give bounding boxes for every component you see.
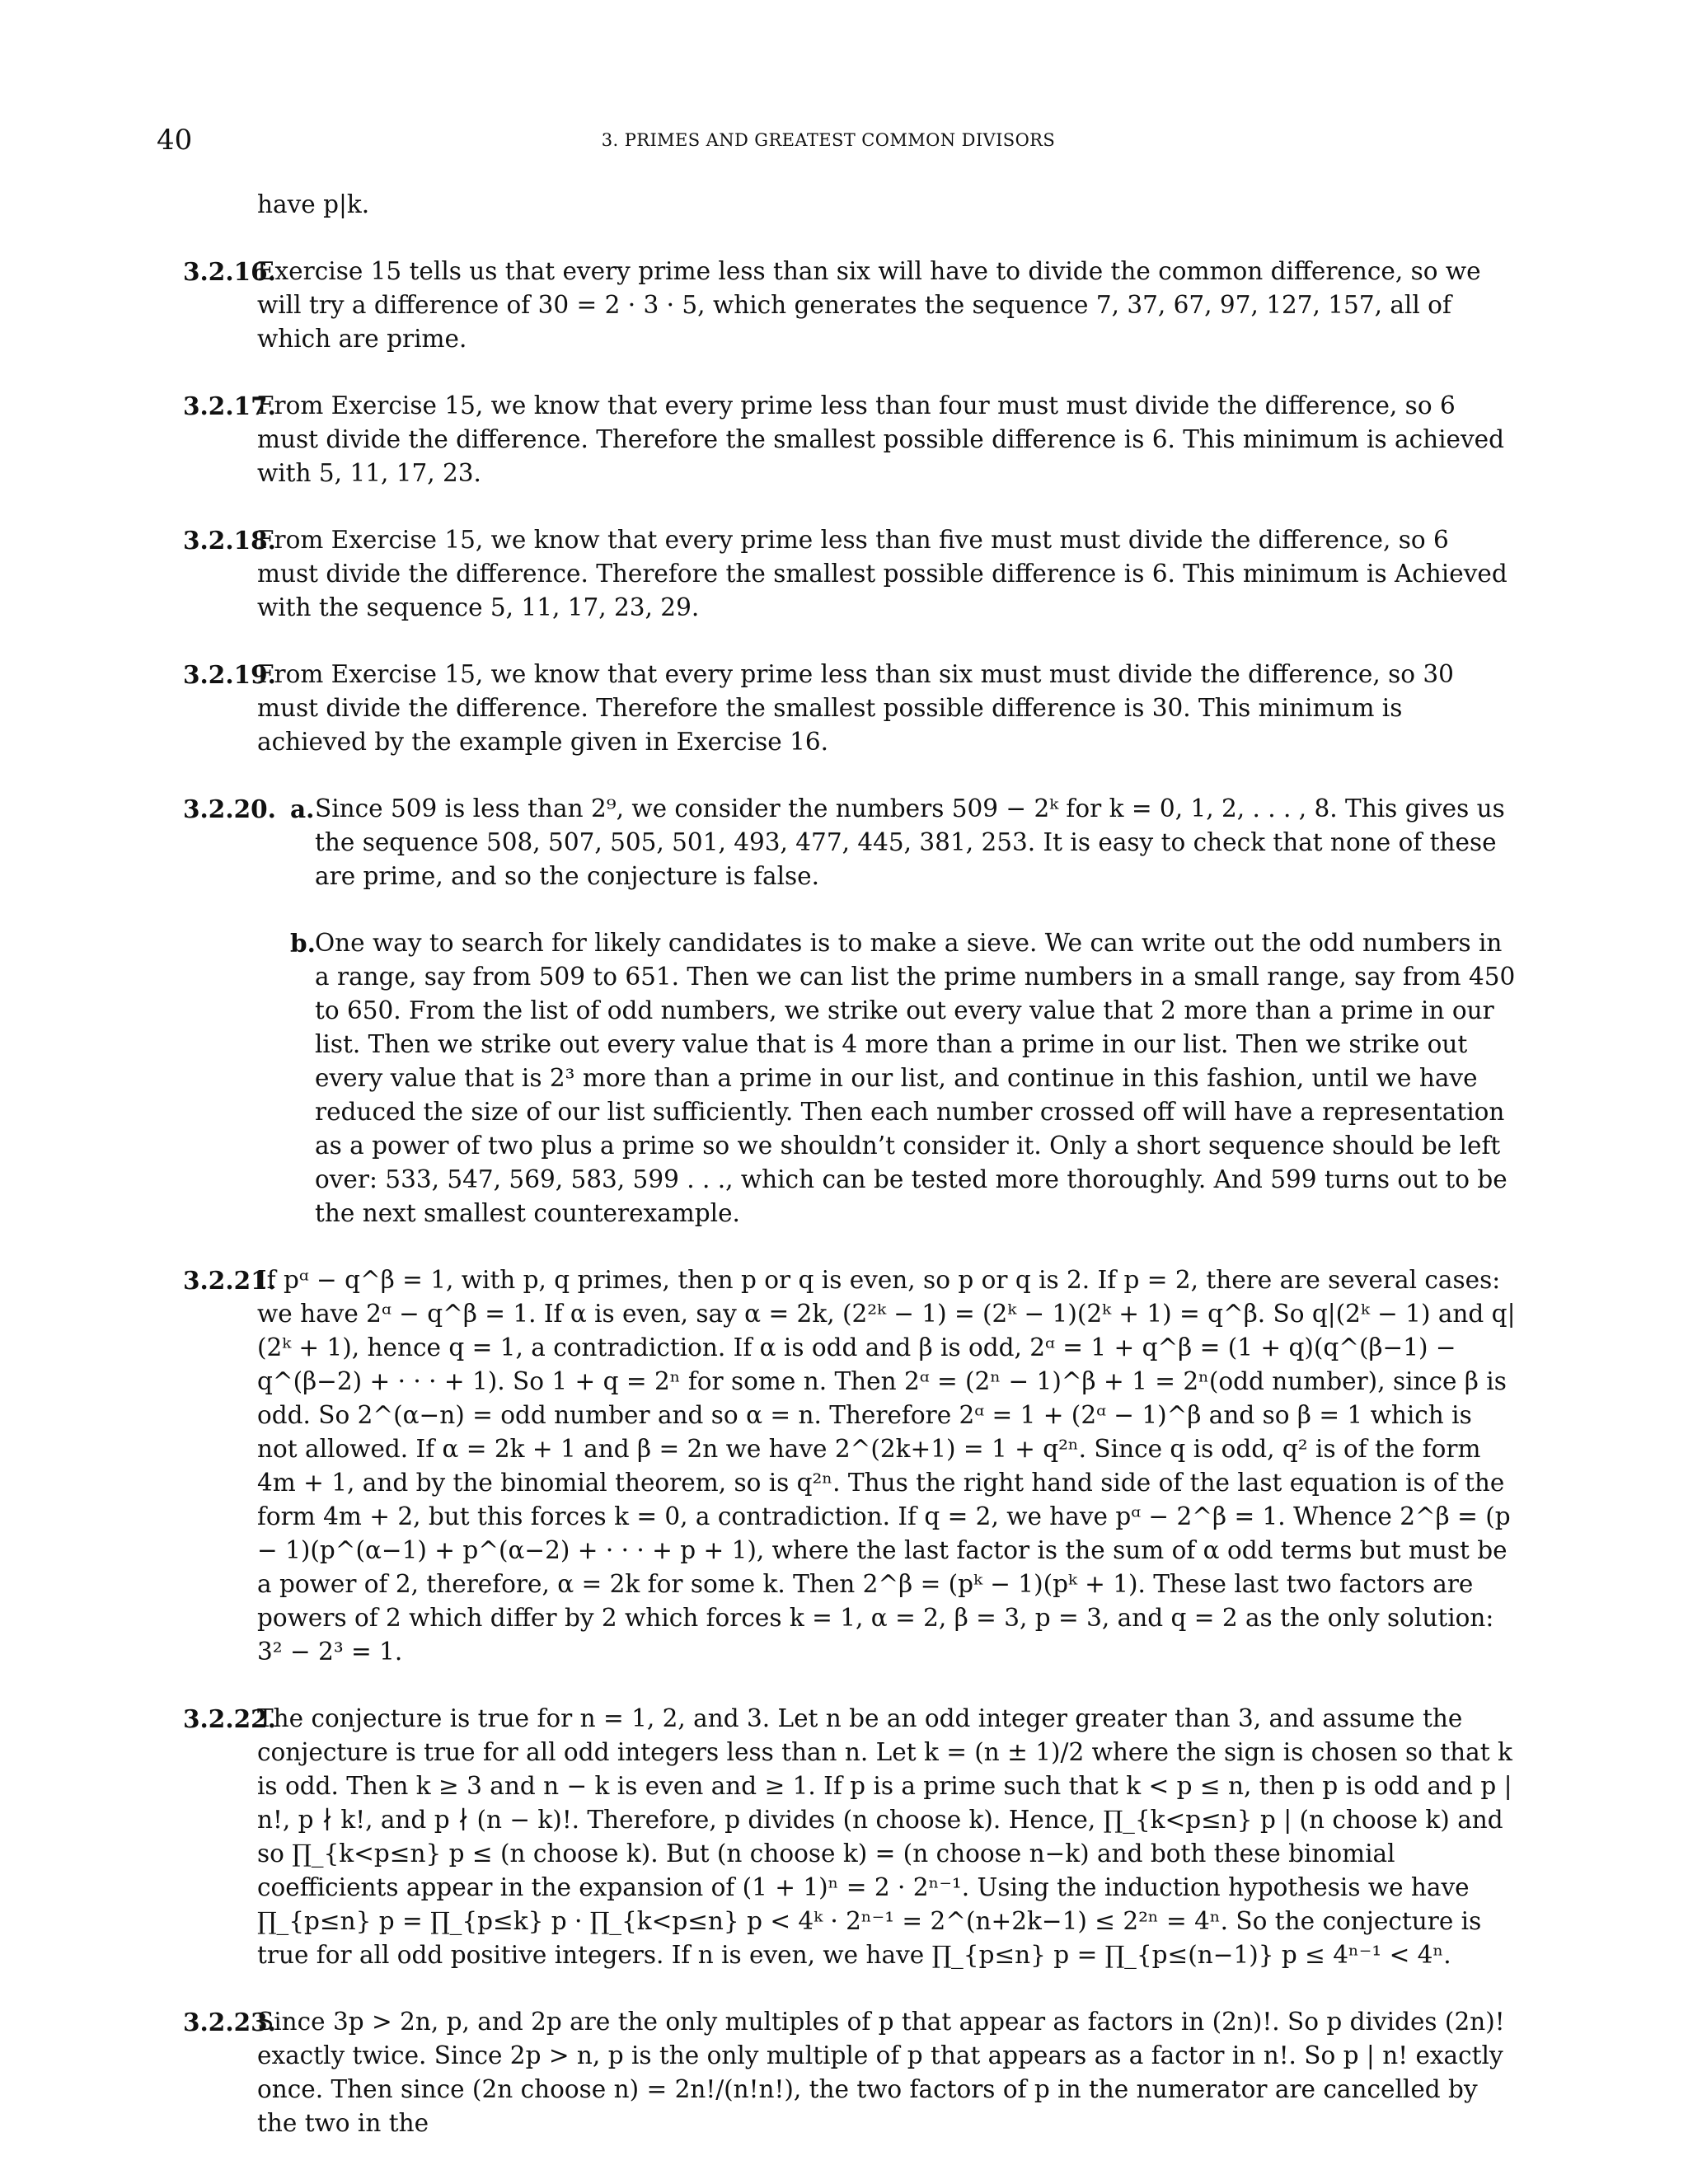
part-a: [290, 792, 1517, 893]
solution-text: The conjecture is true for n = 1, 2, and 3. Let n be an odd integer greater than 3, and assume the conjecture is true for all odd integers less than n. Let k = (n ± 1)/2 where the sign is chosen so that k is odd. Then k ≥ 3 and n − k is even and ≥ 1. If p is a prime such that k < p ≤ n, then p is odd and p | n!, p ∤ k!, and p ∤ (n − k)!. Therefore, p divides (n choose k). Hence, ∏_{k<p≤n} p | (n choose k) and so ∏_{k<p≤n} p ≤ (n choose k). But (n choose k) = (n choose n−k) and both these binomial coefficients appear in the expansion of (1 + 1)ⁿ = 2 · 2ⁿ⁻¹. Using the induction hypothesis we have ∏_{p≤n} p = ∏_{p≤k} p · ∏_{k<p≤n} p < 4ᵏ · 2ⁿ⁻¹ = 2^(n+2k−1) ≤ 2²ⁿ = 4ⁿ. So the conjecture is true for all odd positive integers. If n is even, we have ∏_{p≤n} p = ∏_{p≤(n−1)} p ≤ 4ⁿ⁻¹ < 4ⁿ.: [257, 1704, 1512, 1969]
continuation-text: have p|k.: [257, 190, 370, 218]
part-label: a.: [290, 794, 315, 823]
part-text: Since 509 is less than 2⁹, we consider the numbers 509 − 2ᵏ for k = 0, 1, 2, . . . , 8. This gives us the sequence 508, 507, 505, 501, 493, 477, 445, 381, 253. It is easy to check that none of these are prime, and so the conjecture is false.: [315, 794, 1505, 890]
solution-3-2-16: [183, 255, 1517, 356]
running-head: 3. PRIMES AND GREATEST COMMON DIVISORS: [601, 130, 1056, 150]
solution-label: 3.2.20.: [183, 794, 276, 823]
solution-label: 3.2.21.: [183, 1266, 276, 1295]
solution-text: If pᵅ − q^β = 1, with p, q primes, then p or q is even, so p or q is 2. If p = 2, there are several cases: we have 2ᵅ − q^β = 1. If α is even, say α = 2k, (2²ᵏ − 1) = (2ᵏ − 1)(2ᵏ + 1) = q^β. So q|(2ᵏ − 1) and q|(2ᵏ + 1), hence q = 1, a contradiction. If α is odd and β is odd, 2ᵅ = 1 + q^β = (1 + q)(q^(β−1) − q^(β−2) + · · · + 1). So 1 + q = 2ⁿ for some n. Then 2ᵅ = (2ⁿ − 1)^β + 1 = 2ⁿ(odd number), since β is odd. So 2^(α−n) = odd number and so α = n. Therefore 2ᵅ = 1 + (2ᵅ − 1)^β and so β = 1 which is not allowed. If α = 2k + 1 and β = 2n we have 2^(2k+1) = 1 + q²ⁿ. Since q is odd, q² is of the form 4m + 1, and by the binomial theorem, so is q²ⁿ. Thus the right hand side of the last equation is of the form 4m + 2, but this forces k = 0, a contradiction. If q = 2, we have pᵅ − 2^β = 1. Whence 2^β = (p − 1)(p^(α−1) + p^(α−2) + · · · + p + 1), where the last factor is the sum of α odd terms but must be a power of 2, therefore, α = 2k for some k. Then 2^β = (pᵏ − 1)(pᵏ + 1). These last two factors are powers of 2 which differ by 2 which forces k = 1, α = 2, β = 3, p = 3, and q = 2 as the only solution: 3² − 2³ = 1.: [257, 1266, 1516, 1666]
page-body: [183, 188, 1517, 2173]
solution-label: 3.2.22.: [183, 1704, 276, 1733]
solution-3-2-20: [183, 792, 1517, 1230]
part-b: [290, 926, 1517, 1230]
solution-label: 3.2.16.: [183, 257, 276, 286]
solution-label: 3.2.17.: [183, 391, 276, 420]
part-label: b.: [290, 929, 316, 958]
solution-3-2-22: [183, 1702, 1517, 1972]
solution-label: 3.2.19.: [183, 660, 276, 689]
solution-text: Since 3p > 2n, p, and 2p are the only multiples of p that appear as factors in (2n)!. So p divides (2n)! exactly twice. Since 2p > n, p is the only multiple of p that appears as a factor in n!. So p | n! exactly once. Then since (2n choose n) = 2n!/(n!n!), the two factors of p in the numerator are cancelled by the two in the: [257, 2008, 1505, 2137]
page-header: [157, 124, 1500, 160]
solution-3-2-17: [183, 389, 1517, 490]
solution-3-2-23: [183, 2005, 1517, 2140]
solution-label: 3.2.18.: [183, 526, 276, 555]
part-text: One way to search for likely candidates is to make a sieve. We can write out the odd numbers in a range, say from 509 to 651. Then we can list the prime numbers in a small range, say from 450 to 650. From the list of odd numbers, we strike out every value that 2 more than a prime in our list. Then we strike out every value that is 4 more than a prime in our list. Then we strike out every value that is 2³ more than a prime in our list, and continue in this fashion, until we have reduced the size of our list sufficiently. Then each number crossed off will have a representation as a power of two plus a prime so we shouldn’t consider it. Only a short sequence should be left over: 533, 547, 569, 583, 599 . . ., which can be tested more thoroughly. And 599 turns out to be the next smallest counterexample.: [315, 929, 1516, 1227]
solution-text: Exercise 15 tells us that every prime less than six will have to divide the common difference, so we will try a difference of 30 = 2 · 3 · 5, which generates the sequence 7, 37, 67, 97, 127, 157, all of which are prime.: [257, 257, 1481, 353]
page-number: 40: [157, 124, 193, 157]
solution-3-2-19: [183, 658, 1517, 759]
solution-text: From Exercise 15, we know that every prime less than five must must divide the difference, so 6 must divide the difference. Therefore the smallest possible difference is 6. This minimum is Achieved with the sequence 5, 11, 17, 23, 29.: [257, 526, 1507, 621]
solution-3-2-18: [183, 523, 1517, 625]
solution-text: From Exercise 15, we know that every prime less than six must must divide the difference, so 30 must divide the difference. Therefore the smallest possible difference is 30. This minimum is achieved by the example given in Exercise 16.: [257, 660, 1454, 756]
solution-text: From Exercise 15, we know that every prime less than four must must divide the difference, so 6 must divide the difference. Therefore the smallest possible difference is 6. This minimum is achieved with 5, 11, 17, 23.: [257, 391, 1504, 487]
solution-3-2-21: [183, 1263, 1517, 1669]
solution-label: 3.2.23.: [183, 2008, 276, 2036]
